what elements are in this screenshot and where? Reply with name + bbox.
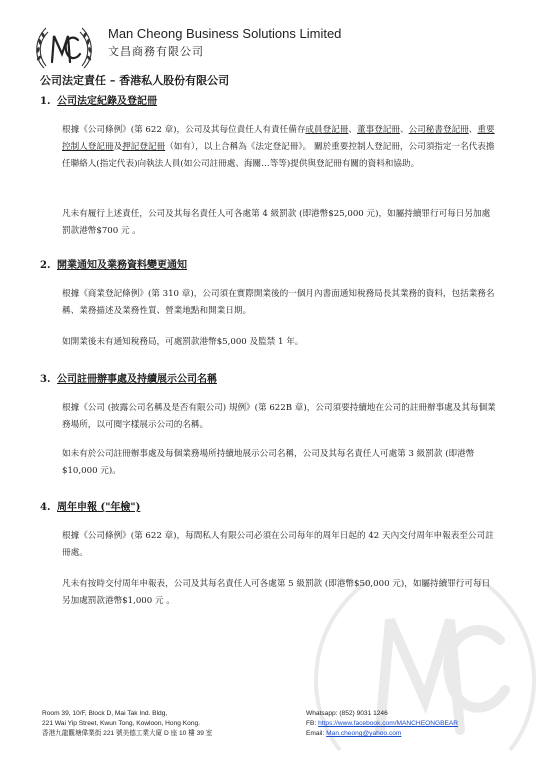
document-title: 公司法定責任 – 香港私人股份有限公司	[40, 74, 230, 87]
section-number: 3.	[40, 374, 51, 385]
address-line-zh: 香港九龍觀塘偉業街 221 號美德工業大廈 D 座 10 樓 39 室	[42, 730, 213, 737]
address-line: 221 Wai Yip Street, Kwun Tong, Kowloon, Hong Kong.	[42, 720, 200, 727]
company-logo-icon	[30, 22, 98, 72]
section-4-heading	[40, 498, 140, 513]
section-title: 周年申報 ("年檢")	[57, 502, 141, 513]
fb-label: FB:	[306, 720, 319, 727]
section-2-paragraph-1: 根據《商業登記條例》(第 310 章)，公司須在實際開業後的一個月內書面通知稅務局長其業務的資料，包括業務名稱、業務描述及業務性質、營業地點和開業日期。	[62, 289, 495, 316]
text-run: （如有），以上合稱為《法定登記冊》。 關於重要控制人登記冊，公司須指定一名代表擔任聯絡人(指定代表)向執法人員(如公司註冊處、海關…等等)提供與登記冊有關的資料和協助。	[62, 142, 495, 169]
section-number: 2.	[40, 260, 51, 271]
footer-contacts	[306, 709, 458, 739]
text-run: 、	[468, 125, 478, 135]
facebook-contact	[306, 719, 458, 729]
register-term: 押記登記冊	[122, 142, 166, 152]
company-name-en: Man Cheong Business Solutions Limited	[108, 26, 342, 41]
register-term: 重要控制人登記冊	[62, 125, 495, 152]
text-run: 、	[348, 125, 358, 135]
section-2-paragraph-2: 如開業後未有通知稅務局，可處罰款港幣$5,000 及監禁 1 年。	[62, 337, 304, 347]
register-term: 成員登記冊	[305, 125, 349, 135]
email-link[interactable]: Man.cheong@yahoo.com	[326, 730, 402, 737]
section-1-heading	[40, 92, 157, 107]
text-run: 根據《公司條例》(第 622 章)，公司及其每位責任人有責任備存	[62, 125, 306, 135]
register-term: 董事登記冊	[357, 125, 400, 135]
address-line: Room 39, 10/F, Block D, Mai Tak Ind. Bldg,	[42, 710, 168, 717]
section-title: 公司法定紀錄及登記冊	[57, 96, 157, 107]
section-title: 公司註冊辦事處及持續展示公司名稱	[57, 374, 217, 385]
facebook-link[interactable]: https://www.facebook.com/MANCHEONGBEAR	[318, 720, 459, 727]
section-3-paragraph-2: 如未有於公司註冊辦事處及每個業務場所持續地展示公司名稱，公司及其每名責任人可處第 3 級罰款 (即港幣$10,000 元)。	[62, 449, 475, 476]
whatsapp-contact: Whatsapp: (852) 9031 1246	[306, 710, 388, 717]
section-title: 開業通知及業務資料變更通知	[57, 260, 187, 271]
section-3-paragraph-1: 根據《公司 (披露公司名稱及是否有限公司) 規例》(第 622B 章)，公司須要持續地在公司的註冊辦事處及其每個業務場所，以可閱字樣展示公司的名稱。	[62, 403, 496, 430]
section-number: 1.	[40, 96, 51, 107]
section-1-paragraph-2: 凡未有履行上述責任，公司及其每名責任人可各處第 4 級罰款 (即港幣$25,000 元)，如屬持續罪行可每日另加處罰款港幣$700 元 。	[62, 209, 491, 236]
text-run: 、	[400, 125, 409, 135]
section-1-paragraph-1	[62, 122, 498, 173]
section-number: 4.	[40, 502, 51, 513]
section-4-paragraph-2: 凡未有按時交付周年申報表，公司及其每名責任人可各處第 5 級罰款 (即港幣$50,000 元)，如屬持續罪行可每日另加處罰款港幣$1,000 元 。	[62, 579, 491, 606]
email-contact	[306, 729, 458, 739]
section-2-heading	[40, 256, 187, 271]
section-3-heading	[40, 370, 217, 385]
text-run: 及	[113, 142, 123, 152]
company-name-zh: 文昌商務有限公司	[108, 45, 204, 58]
email-label: Email:	[306, 730, 327, 737]
section-4-paragraph-1: 根據《公司條例》(第 622 章)，每間私人有限公司必須在公司每年的周年日起的 42 天內交付周年申報表至公司註冊處。	[62, 531, 494, 558]
footer-address	[42, 709, 212, 739]
register-term: 公司秘書登記冊	[408, 125, 469, 135]
